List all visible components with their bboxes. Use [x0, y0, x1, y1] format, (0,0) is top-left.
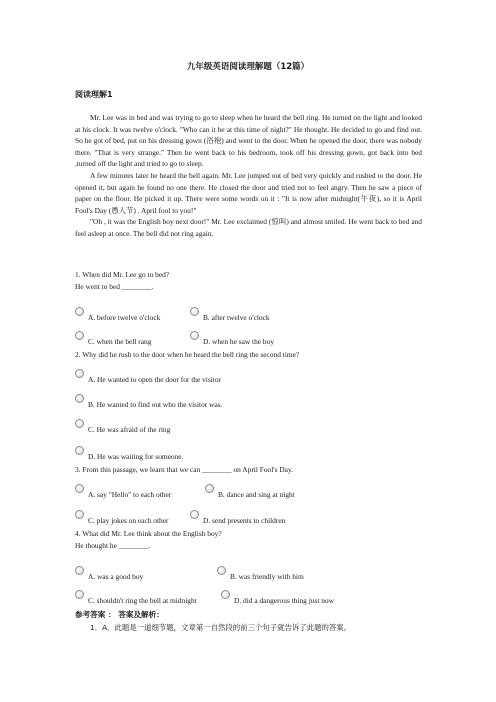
radio-button-icon[interactable]	[190, 307, 199, 316]
question-text: 1. When did Mr. Lee go to bed?	[75, 270, 170, 279]
question-2	[75, 349, 422, 361]
document-title: 九年级英语阅读理解题（12篇）	[186, 62, 310, 72]
question-stem: He went to bed ________.	[75, 281, 154, 291]
radio-button-icon[interactable]	[75, 446, 84, 455]
radio-button-icon[interactable]	[75, 307, 84, 316]
radio-button-icon[interactable]	[75, 566, 84, 575]
radio-button-icon[interactable]	[205, 484, 214, 493]
answer-explanation: 1．A．此题是一道细节题，文章第一自然段的前三个句子就告诉了此题的答案。	[90, 623, 352, 632]
radio-button-icon[interactable]	[75, 419, 84, 428]
radio-button-icon[interactable]	[75, 369, 84, 378]
reading-passage	[75, 112, 422, 240]
question-text: 4. What did Mr. Lee think about the English boy?	[75, 529, 222, 538]
radio-button-icon[interactable]	[190, 331, 199, 340]
radio-button-icon[interactable]	[75, 484, 84, 493]
document-page: 九年级英语阅读理解题（12篇） 阅读理解1 Mr. Lee was in bed and was trying to go to sleep when he heard the bell ring. He turned on the light and looked at his clock. It was twelve o'clock. "Who can it be at this time of night?" He thought. He decided to go and find out. So he got of bed, put on his dressing gown (浴袍) and went to the door. When he opened the door, there was nobody there. "That is very strange." Then he went back to his bedroom, took off his dressing gown, got back into bed ,turned off the light and tried to go to sleep. A few minutes later he heard the bell again. Mr. Lee jumped out of bed very quickly and rushed to the door. He opened it, but again he found no one there. He closed the door and tried not to feel angry. Then he saw a piece of paper on the floor. He picked it up. There were some words on it : "It is now after midnight(午夜), so it is April Fool's Day (愚人节) . April fool to you!" "Oh , it was the English boy next door!" Mr. Lee exclaimed (惊叫) and almost smiled. He went back to bed and feel asleep at once. The bell did not ring again. 1. When did Mr. Lee go to bed? He went to bed ________. A. before twelve o'clock B. after twelve o'clock C. when the bell rang D. when he saw the boy 2. Why did he rush to the door when he heard the bell ring the second time? A. He wanted to open the door for the visitor B. He wanted to find out who the visitor was. C. He was afraid of the ring D. He was waiting for someone. 3. From this passage, we learn that we can ________ on April Fool's Day. A. say "Hello" to each other B. dance and sing at night C. play jokes on each other D. send presents to children 4. What did Mr. Lee think about the English boy? He thought he ________. A. was a good boy B. was friendly with him 参考答案 ： 答案及解析： 1．A．此题是一道细节题，文章第一自然段的前三个句子就告诉了此题的答案。 C. shouldn't ring the bell at midnight D. did a dangerous thing just now	[0, 0, 496, 702]
question-3	[75, 464, 422, 476]
answer-heading: 参考答案 ： 答案及解析：	[75, 610, 164, 619]
radio-button-icon[interactable]	[75, 510, 84, 519]
radio-button-icon[interactable]	[75, 394, 84, 403]
question-text: 2. Why did he rush to the door when he heard the bell ring the second time?	[75, 350, 300, 359]
radio-button-icon[interactable]	[217, 566, 226, 575]
question-4	[75, 528, 422, 551]
section-heading: 阅读理解1	[75, 90, 113, 99]
radio-button-icon[interactable]	[75, 590, 84, 599]
question-1	[75, 269, 422, 292]
question-text: 3. From this passage, we learn that we can ________ on April Fool's Day.	[75, 465, 294, 474]
radio-button-icon[interactable]	[75, 331, 84, 340]
question-stem: He thought he ________.	[75, 540, 151, 550]
passage-paragraph: "Oh , it was the English boy next door!" Mr. Lee exclaimed (惊叫) and almost smiled. He went back to bed and feel asleep at once. The bell did not ring again.	[75, 217, 422, 238]
radio-button-icon[interactable]	[221, 590, 230, 599]
passage-paragraph: Mr. Lee was in bed and was trying to go to sleep when he heard the bell ring. He turned on the light and looked at his clock. It was twelve o'clock. "Who can it be at this time of night?" He thought. He decided to go and find out. So he got of bed, put on his dressing gown (浴袍) and went to the door. When he opened the door, there was nobody there. "That is very strange." Then he went back to his bedroom, took off his dressing gown, got back into bed ,turned off the light and tried to go to sleep.	[75, 113, 422, 169]
passage-paragraph: A few minutes later he heard the bell again. Mr. Lee jumped out of bed very quickly and rushed to the door. He opened it, but again he found no one there. He closed the door and tried not to feel angry. Then he saw a piece of paper on the floor. He picked it up. There were some words on it : "It is now after midnight(午夜), so it is April Fool's Day (愚人节) . April fool to you!"	[75, 170, 422, 215]
radio-button-icon[interactable]	[190, 510, 199, 519]
